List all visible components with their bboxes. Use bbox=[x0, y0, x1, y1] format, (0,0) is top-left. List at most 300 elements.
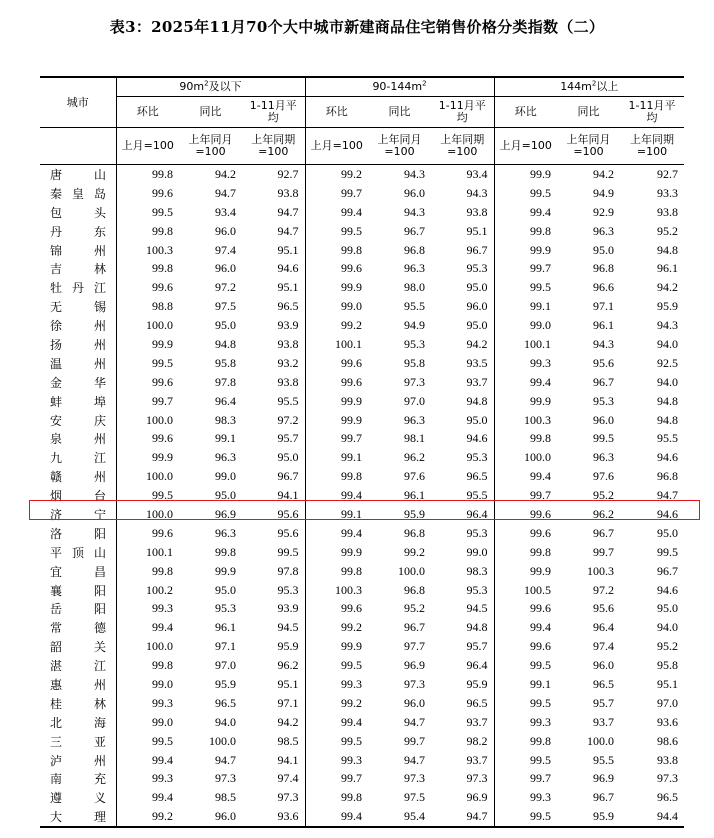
table-row bbox=[40, 618, 684, 637]
value-cell: 94.1 bbox=[277, 488, 299, 503]
value-cell: 96.0 bbox=[404, 695, 425, 710]
value-cell: 93.4 bbox=[215, 204, 236, 219]
value-cell: 94.8 bbox=[657, 393, 679, 408]
value-cell: 97.3 bbox=[404, 771, 425, 786]
value-cell: 99.5 bbox=[116, 486, 179, 505]
value-cell: 97.2 bbox=[215, 280, 236, 295]
base-mom-1: 上月=100 bbox=[305, 128, 368, 165]
value-cell: 95.8 bbox=[215, 355, 236, 370]
value-cell: 97.3 bbox=[657, 771, 679, 786]
value-cell: 99.5 bbox=[305, 222, 368, 241]
value-cell: 93.6 bbox=[657, 714, 679, 729]
value-cell: 93.5 bbox=[466, 355, 488, 370]
table-header bbox=[40, 77, 684, 165]
value-cell: 99.7 bbox=[404, 733, 425, 748]
city-cell bbox=[40, 222, 116, 241]
table-body bbox=[40, 165, 684, 828]
value-cell: 95.0 bbox=[657, 601, 679, 616]
base-yoy-1: 上年同月=100 bbox=[368, 128, 431, 165]
value-cell: 94.5 bbox=[466, 601, 488, 616]
value-cell: 97.4 bbox=[277, 771, 299, 786]
value-cell: 96.0 bbox=[215, 261, 236, 276]
value-cell: 95.0 bbox=[466, 318, 488, 333]
value-cell: 97.3 bbox=[277, 790, 299, 805]
value-cell: 94.7 bbox=[404, 752, 425, 767]
value-cell: 99.5 bbox=[116, 732, 179, 751]
table-row bbox=[40, 770, 684, 789]
value-cell: 94.0 bbox=[657, 336, 679, 351]
value-cell: 94.6 bbox=[466, 431, 488, 446]
value-cell: 97.2 bbox=[593, 582, 615, 597]
base-avg-0: 上年同期=100 bbox=[242, 128, 305, 165]
city-char: 岛 bbox=[93, 186, 106, 201]
value-cell: 94.8 bbox=[215, 336, 236, 351]
value-cell: 99.0 bbox=[116, 713, 179, 732]
table-row bbox=[40, 581, 684, 600]
value-cell: 100.3 bbox=[494, 411, 557, 430]
value-cell: 99.3 bbox=[116, 770, 179, 789]
value-cell: 93.9 bbox=[277, 601, 299, 616]
city-cell bbox=[40, 203, 116, 222]
value-cell: 99.3 bbox=[494, 713, 557, 732]
city-char: 蚌 bbox=[50, 394, 63, 409]
value-cell: 99.7 bbox=[116, 392, 179, 411]
value-cell: 96.5 bbox=[657, 790, 679, 805]
city-char: 北 bbox=[50, 715, 63, 730]
value-cell: 97.7 bbox=[404, 639, 425, 654]
value-cell: 99.1 bbox=[305, 448, 368, 467]
value-cell: 99.4 bbox=[116, 618, 179, 637]
city-cell bbox=[40, 467, 116, 486]
city-cell bbox=[40, 581, 116, 600]
value-cell: 99.5 bbox=[593, 431, 615, 446]
value-cell: 99.6 bbox=[116, 524, 179, 543]
value-cell: 94.6 bbox=[657, 506, 679, 521]
city-cell bbox=[40, 373, 116, 392]
value-cell: 95.3 bbox=[404, 336, 425, 351]
table-row bbox=[40, 486, 684, 505]
city-char: 遵 bbox=[50, 791, 63, 806]
value-cell: 95.2 bbox=[657, 223, 679, 238]
value-cell: 97.2 bbox=[277, 412, 299, 427]
city-char: 宜 bbox=[50, 564, 63, 579]
value-cell: 100.0 bbox=[398, 563, 425, 578]
value-cell: 97.6 bbox=[593, 469, 615, 484]
city-char: 州 bbox=[93, 432, 106, 447]
city-cell bbox=[40, 751, 116, 770]
table-row bbox=[40, 751, 684, 770]
value-cell: 99.6 bbox=[116, 278, 179, 297]
value-cell: 96.1 bbox=[593, 318, 615, 333]
value-cell: 99.8 bbox=[494, 429, 557, 448]
value-cell: 95.5 bbox=[657, 431, 679, 446]
subheader-mom-2: 环比 bbox=[494, 97, 557, 128]
city-cell bbox=[40, 713, 116, 732]
value-cell: 96.4 bbox=[466, 506, 488, 521]
city-char: 理 bbox=[93, 810, 106, 825]
value-cell: 100.5 bbox=[494, 581, 557, 600]
city-char: 秦 bbox=[50, 186, 63, 201]
city-cell bbox=[40, 807, 116, 827]
value-cell: 95.0 bbox=[215, 318, 236, 333]
value-cell: 99.8 bbox=[116, 656, 179, 675]
city-cell bbox=[40, 297, 116, 316]
value-cell: 100.0 bbox=[494, 448, 557, 467]
value-cell: 99.7 bbox=[494, 486, 557, 505]
value-cell: 97.3 bbox=[404, 374, 425, 389]
value-cell: 99.3 bbox=[116, 599, 179, 618]
city-cell bbox=[40, 411, 116, 430]
value-cell: 93.8 bbox=[277, 185, 299, 200]
city-char: 义 bbox=[93, 791, 106, 806]
value-cell: 97.0 bbox=[215, 658, 236, 673]
value-cell: 96.7 bbox=[593, 790, 615, 805]
city-cell bbox=[40, 656, 116, 675]
value-cell: 98.5 bbox=[277, 733, 299, 748]
value-cell: 95.1 bbox=[277, 242, 299, 257]
subheader-avg-2: 1-11月平均 bbox=[620, 97, 684, 128]
value-cell: 96.3 bbox=[593, 223, 615, 238]
value-cell: 93.7 bbox=[466, 714, 488, 729]
value-cell: 99.4 bbox=[116, 751, 179, 770]
city-char: 充 bbox=[93, 772, 106, 787]
value-cell: 99.4 bbox=[494, 373, 557, 392]
value-cell: 93.9 bbox=[277, 318, 299, 333]
value-cell: 94.7 bbox=[277, 223, 299, 238]
value-cell: 95.5 bbox=[593, 752, 615, 767]
city-char: 锦 bbox=[50, 243, 63, 258]
value-cell: 97.4 bbox=[215, 242, 236, 257]
value-cell: 99.8 bbox=[494, 732, 557, 751]
value-cell: 99.9 bbox=[494, 562, 557, 581]
value-cell: 95.3 bbox=[466, 525, 488, 540]
city-char: 顶 bbox=[71, 545, 84, 560]
value-cell: 100.3 bbox=[587, 563, 615, 578]
value-cell: 99.1 bbox=[215, 431, 236, 446]
value-cell: 93.8 bbox=[277, 374, 299, 389]
value-cell: 99.7 bbox=[494, 770, 557, 789]
base-yoy-0: 上年同月=100 bbox=[179, 128, 242, 165]
city-cell bbox=[40, 278, 116, 297]
value-cell: 99.5 bbox=[305, 656, 368, 675]
value-cell: 99.0 bbox=[466, 544, 488, 559]
city-cell bbox=[40, 448, 116, 467]
value-cell: 93.2 bbox=[277, 355, 299, 370]
value-cell: 95.5 bbox=[466, 488, 488, 503]
city-char: 烟 bbox=[50, 489, 63, 504]
base-row bbox=[40, 128, 684, 165]
city-cell bbox=[40, 618, 116, 637]
city-char: 唐 bbox=[50, 167, 63, 182]
city-char: 庆 bbox=[93, 413, 106, 428]
value-cell: 99.2 bbox=[404, 544, 425, 559]
value-cell: 95.3 bbox=[593, 393, 615, 408]
value-cell: 93.3 bbox=[657, 185, 679, 200]
value-cell: 99.2 bbox=[305, 316, 368, 335]
value-cell: 95.9 bbox=[404, 506, 425, 521]
table-row bbox=[40, 448, 684, 467]
value-cell: 95.9 bbox=[215, 676, 236, 691]
city-cell bbox=[40, 354, 116, 373]
city-char: 州 bbox=[93, 753, 106, 768]
value-cell: 99.2 bbox=[305, 165, 368, 184]
city-cell bbox=[40, 694, 116, 713]
value-cell: 94.7 bbox=[404, 714, 425, 729]
value-cell: 96.4 bbox=[593, 620, 615, 635]
value-cell: 97.4 bbox=[593, 639, 615, 654]
value-cell: 96.5 bbox=[466, 469, 488, 484]
table-row bbox=[40, 297, 684, 316]
city-char: 江 bbox=[93, 281, 106, 296]
value-cell: 96.0 bbox=[215, 223, 236, 238]
city-char: 关 bbox=[93, 640, 106, 655]
value-cell: 95.1 bbox=[466, 223, 488, 238]
city-char: 海 bbox=[93, 715, 106, 730]
value-cell: 99.5 bbox=[305, 732, 368, 751]
value-cell: 98.3 bbox=[466, 563, 488, 578]
city-char: 泸 bbox=[50, 753, 63, 768]
value-cell: 94.0 bbox=[657, 620, 679, 635]
value-cell: 99.9 bbox=[305, 392, 368, 411]
subheader-mom-1: 环比 bbox=[305, 97, 368, 128]
value-cell: 95.7 bbox=[277, 431, 299, 446]
value-cell: 98.3 bbox=[215, 412, 236, 427]
city-cell bbox=[40, 675, 116, 694]
city-char: 徐 bbox=[50, 319, 63, 334]
value-cell: 92.7 bbox=[277, 166, 299, 181]
value-cell: 94.8 bbox=[466, 393, 488, 408]
value-cell: 99.9 bbox=[305, 278, 368, 297]
value-cell: 93.7 bbox=[466, 752, 488, 767]
value-cell: 98.8 bbox=[116, 297, 179, 316]
subheader-yoy-1: 同比 bbox=[368, 97, 431, 128]
value-cell: 94.3 bbox=[404, 166, 425, 181]
city-char: 湛 bbox=[50, 659, 63, 674]
subheader-yoy-2: 同比 bbox=[557, 97, 620, 128]
city-char: 华 bbox=[93, 375, 106, 390]
city-char: 金 bbox=[50, 375, 63, 390]
value-cell: 95.3 bbox=[466, 450, 488, 465]
value-cell: 95.0 bbox=[466, 412, 488, 427]
value-cell: 99.6 bbox=[494, 505, 557, 524]
value-cell: 100.1 bbox=[116, 543, 179, 562]
value-cell: 99.4 bbox=[494, 618, 557, 637]
value-cell: 96.1 bbox=[404, 488, 425, 503]
city-char: 东 bbox=[93, 224, 106, 239]
city-char: 常 bbox=[50, 621, 63, 636]
value-cell: 94.6 bbox=[657, 582, 679, 597]
value-cell: 95.1 bbox=[657, 676, 679, 691]
value-cell: 95.0 bbox=[215, 582, 236, 597]
city-base-cell bbox=[40, 128, 116, 165]
value-cell: 96.8 bbox=[404, 582, 425, 597]
value-cell: 99.9 bbox=[305, 543, 368, 562]
value-cell: 99.4 bbox=[494, 203, 557, 222]
city-char: 赣 bbox=[50, 470, 63, 485]
value-cell: 99.5 bbox=[494, 184, 557, 203]
value-cell: 96.3 bbox=[404, 261, 425, 276]
value-cell: 99.0 bbox=[116, 675, 179, 694]
city-char: 温 bbox=[50, 356, 63, 371]
value-cell: 99.6 bbox=[305, 373, 368, 392]
value-cell: 96.0 bbox=[593, 658, 615, 673]
table-row bbox=[40, 316, 684, 335]
value-cell: 96.7 bbox=[404, 223, 425, 238]
value-cell: 96.7 bbox=[466, 242, 488, 257]
value-cell: 99.6 bbox=[305, 599, 368, 618]
value-cell: 94.8 bbox=[657, 242, 679, 257]
value-cell: 99.8 bbox=[116, 165, 179, 184]
value-cell: 96.5 bbox=[466, 695, 488, 710]
city-char: 包 bbox=[50, 205, 63, 220]
value-cell: 96.9 bbox=[215, 506, 236, 521]
city-char: 襄 bbox=[50, 583, 63, 598]
city-char: 洛 bbox=[50, 526, 63, 541]
value-cell: 94.9 bbox=[593, 185, 615, 200]
value-cell: 97.0 bbox=[404, 393, 425, 408]
value-cell: 95.0 bbox=[657, 525, 679, 540]
value-cell: 94.0 bbox=[215, 714, 236, 729]
value-cell: 95.5 bbox=[404, 299, 425, 314]
value-cell: 95.3 bbox=[466, 582, 488, 597]
table-row bbox=[40, 713, 684, 732]
city-cell bbox=[40, 524, 116, 543]
city-char: 昌 bbox=[93, 564, 106, 579]
value-cell: 100.3 bbox=[305, 581, 368, 600]
value-cell: 96.4 bbox=[466, 658, 488, 673]
city-char: 南 bbox=[50, 772, 63, 787]
value-cell: 97.5 bbox=[215, 299, 236, 314]
city-char: 德 bbox=[93, 621, 106, 636]
city-cell bbox=[40, 184, 116, 203]
value-cell: 96.2 bbox=[277, 658, 299, 673]
value-cell: 96.1 bbox=[657, 261, 679, 276]
value-cell: 96.2 bbox=[593, 506, 615, 521]
value-cell: 96.8 bbox=[657, 469, 679, 484]
value-cell: 99.6 bbox=[305, 259, 368, 278]
value-cell: 92.9 bbox=[593, 204, 615, 219]
value-cell: 96.3 bbox=[593, 450, 615, 465]
value-cell: 99.3 bbox=[116, 694, 179, 713]
value-cell: 95.6 bbox=[593, 355, 615, 370]
value-cell: 99.9 bbox=[494, 392, 557, 411]
value-cell: 98.5 bbox=[215, 790, 236, 805]
city-column-header: 城市 bbox=[40, 77, 116, 128]
city-char: 州 bbox=[93, 356, 106, 371]
city-cell bbox=[40, 788, 116, 807]
value-cell: 95.1 bbox=[277, 676, 299, 691]
value-cell: 93.8 bbox=[657, 204, 679, 219]
value-cell: 99.4 bbox=[305, 203, 368, 222]
subheader-mom-0: 环比 bbox=[116, 97, 179, 128]
value-cell: 97.1 bbox=[593, 299, 615, 314]
value-cell: 95.2 bbox=[657, 639, 679, 654]
city-cell bbox=[40, 335, 116, 354]
value-cell: 95.0 bbox=[593, 242, 615, 257]
subheader-yoy-0: 同比 bbox=[179, 97, 242, 128]
table-row bbox=[40, 807, 684, 827]
value-cell: 96.7 bbox=[277, 469, 299, 484]
value-cell: 93.4 bbox=[466, 166, 488, 181]
value-cell: 96.9 bbox=[404, 658, 425, 673]
value-cell: 96.9 bbox=[466, 790, 488, 805]
value-cell: 100.0 bbox=[116, 467, 179, 486]
value-cell: 99.7 bbox=[593, 544, 615, 559]
city-char: 阳 bbox=[93, 526, 106, 541]
value-cell: 99.0 bbox=[215, 469, 236, 484]
table-row bbox=[40, 373, 684, 392]
table-row bbox=[40, 184, 684, 203]
value-cell: 97.3 bbox=[466, 771, 488, 786]
city-char: 安 bbox=[50, 413, 63, 428]
value-cell: 96.4 bbox=[215, 393, 236, 408]
value-cell: 94.6 bbox=[277, 261, 299, 276]
city-char: 阳 bbox=[93, 602, 106, 617]
value-cell: 95.6 bbox=[277, 525, 299, 540]
value-cell: 92.7 bbox=[657, 166, 679, 181]
value-cell: 97.1 bbox=[277, 695, 299, 710]
value-cell: 94.0 bbox=[657, 374, 679, 389]
city-char: 阳 bbox=[93, 583, 106, 598]
value-cell: 99.8 bbox=[305, 241, 368, 260]
value-cell: 94.3 bbox=[657, 318, 679, 333]
value-cell: 99.4 bbox=[305, 807, 368, 827]
table-row bbox=[40, 524, 684, 543]
table-row bbox=[40, 543, 684, 562]
value-cell: 98.2 bbox=[466, 733, 488, 748]
city-char: 埠 bbox=[93, 394, 106, 409]
value-cell: 95.2 bbox=[593, 488, 615, 503]
value-cell: 95.3 bbox=[277, 582, 299, 597]
value-cell: 99.8 bbox=[116, 222, 179, 241]
value-cell: 95.9 bbox=[557, 807, 620, 827]
city-char: 三 bbox=[50, 734, 63, 749]
value-cell: 95.5 bbox=[277, 393, 299, 408]
table-row bbox=[40, 241, 684, 260]
value-cell: 99.8 bbox=[116, 562, 179, 581]
value-cell: 94.2 bbox=[215, 166, 236, 181]
value-cell: 96.2 bbox=[404, 450, 425, 465]
value-cell: 100.0 bbox=[116, 637, 179, 656]
city-char: 州 bbox=[93, 243, 106, 258]
table-title: 表3：2025年11月70个大中城市新建商品住宅销售价格分类指数（二） bbox=[109, 18, 605, 36]
value-cell: 96.7 bbox=[404, 620, 425, 635]
value-cell: 99.4 bbox=[305, 486, 368, 505]
value-cell: 96.3 bbox=[215, 525, 236, 540]
base-yoy-2: 上年同月=100 bbox=[557, 128, 620, 165]
value-cell: 94.5 bbox=[277, 620, 299, 635]
city-cell bbox=[40, 770, 116, 789]
value-cell: 99.0 bbox=[305, 297, 368, 316]
value-cell: 100.0 bbox=[116, 316, 179, 335]
city-char: 惠 bbox=[50, 677, 63, 692]
city-char: 江 bbox=[93, 451, 106, 466]
value-cell: 92.5 bbox=[657, 355, 679, 370]
value-cell: 99.6 bbox=[116, 429, 179, 448]
value-cell: 99.7 bbox=[305, 429, 368, 448]
value-cell: 100.0 bbox=[209, 733, 236, 748]
value-cell: 99.6 bbox=[494, 524, 557, 543]
city-char: 州 bbox=[93, 337, 106, 352]
table-row bbox=[40, 203, 684, 222]
value-cell: 99.5 bbox=[494, 751, 557, 770]
value-cell: 100.1 bbox=[494, 335, 557, 354]
city-char: 济 bbox=[50, 507, 63, 522]
value-cell: 95.1 bbox=[277, 280, 299, 295]
group-header-large: $144m^2$以上 bbox=[494, 77, 684, 97]
city-char: 州 bbox=[93, 319, 106, 334]
value-cell: 95.7 bbox=[466, 639, 488, 654]
